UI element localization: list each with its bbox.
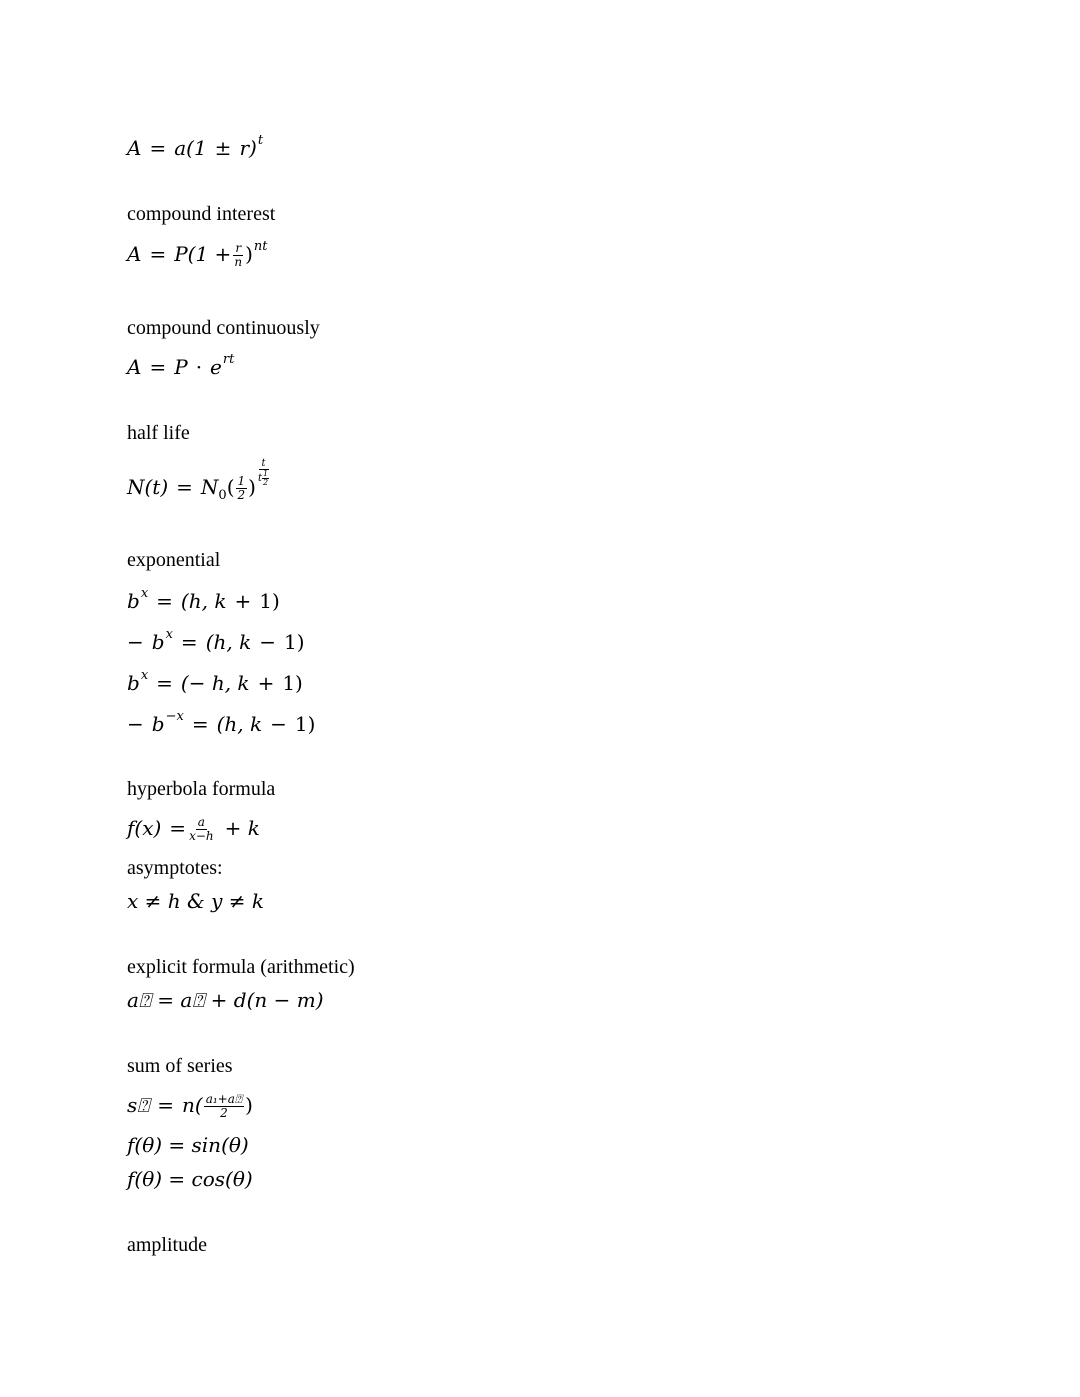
hyperbola-equation: f(x) = $\frac{a}{x-h}$ + k — [127, 815, 260, 843]
sum-of-series-equation: s⍰ = n( $\frac{\text{a₁+a⍰}}{2}$ ) — [127, 1092, 253, 1120]
eq-lhs: A — [127, 136, 142, 160]
equals-sign: = — [176, 475, 193, 499]
half-life-equation: $N(t) = N_0$( $\frac{1}{2}$ ) t t $\frac{1}{2}$ — [127, 458, 269, 503]
section-heading: half life — [127, 422, 190, 444]
exponential-line: − $b^x = (h$, k − 1) — [127, 627, 305, 654]
section-heading: explicit formula (arithmetic) — [127, 956, 355, 978]
trig-equation: f(θ) = cos(θ) — [127, 1167, 253, 1191]
section-subheading: asymptotes: — [127, 857, 223, 879]
eq-term: P(1 + — [174, 242, 232, 266]
eq-lhs: f(x) — [127, 816, 162, 840]
section-heading: hyperbola formula — [127, 778, 276, 800]
explicit-formula-equation: a⍰ = a⍰ + d(n − m) — [127, 988, 324, 1012]
growth-equation — [127, 135, 263, 165]
asymptotes-equation: x ≠ h & y ≠ k — [127, 889, 265, 913]
multiply-dot: · — [195, 355, 203, 379]
eq-lhs: A — [127, 355, 142, 379]
equals-sign: = — [149, 136, 167, 160]
compound-interest-equation: A = P(1 + $\frac{r}{n}$ )$^{nt}$ — [127, 239, 268, 269]
trig-equation: f(θ) = sin(θ) — [127, 1133, 249, 1157]
equals-sign: = — [149, 355, 167, 379]
exponential-line: − $b^{-x} = (h$, k − 1) — [127, 709, 316, 736]
fraction: $\frac{r}{n}$ — [234, 241, 243, 269]
eq-term: e — [210, 355, 222, 379]
plus-minus-sign: ± — [214, 136, 232, 160]
eq-term: r) — [239, 136, 257, 160]
eq-lhs: A — [127, 242, 142, 266]
fraction: $\frac{1}{2}$ — [237, 474, 246, 502]
section-heading: compound interest — [127, 203, 276, 225]
exponential-line: $b^x$ = (− h, k + 1) — [127, 668, 303, 695]
exponent: rt — [222, 352, 235, 367]
fraction: $\frac{\text{a₁+a⍰}}{2}$ — [205, 1092, 243, 1120]
eq-term: N — [200, 475, 219, 499]
section-heading: compound continuously — [127, 317, 320, 339]
eq-lhs: N(t) — [127, 475, 169, 499]
section-heading: sum of series — [127, 1055, 233, 1077]
eq-lhs: s⍰ — [127, 1093, 150, 1117]
exponent: t — [257, 133, 264, 148]
fraction: $\frac{a}{x-h}$ — [189, 815, 214, 843]
section-heading: exponential — [127, 549, 221, 571]
exponent: nt — [253, 239, 268, 254]
subscript: 0 — [218, 488, 227, 503]
section-heading: amplitude — [127, 1234, 207, 1256]
eq-term: P — [174, 355, 188, 379]
continuous-compound-equation — [127, 354, 234, 384]
equals-sign: = — [149, 242, 167, 266]
eq-term: a(1 — [174, 136, 207, 160]
exponent-fraction: t t $\frac{1}{2}$ — [257, 458, 269, 487]
exponential-line: $b^x = (h$, k + 1) — [127, 586, 280, 613]
